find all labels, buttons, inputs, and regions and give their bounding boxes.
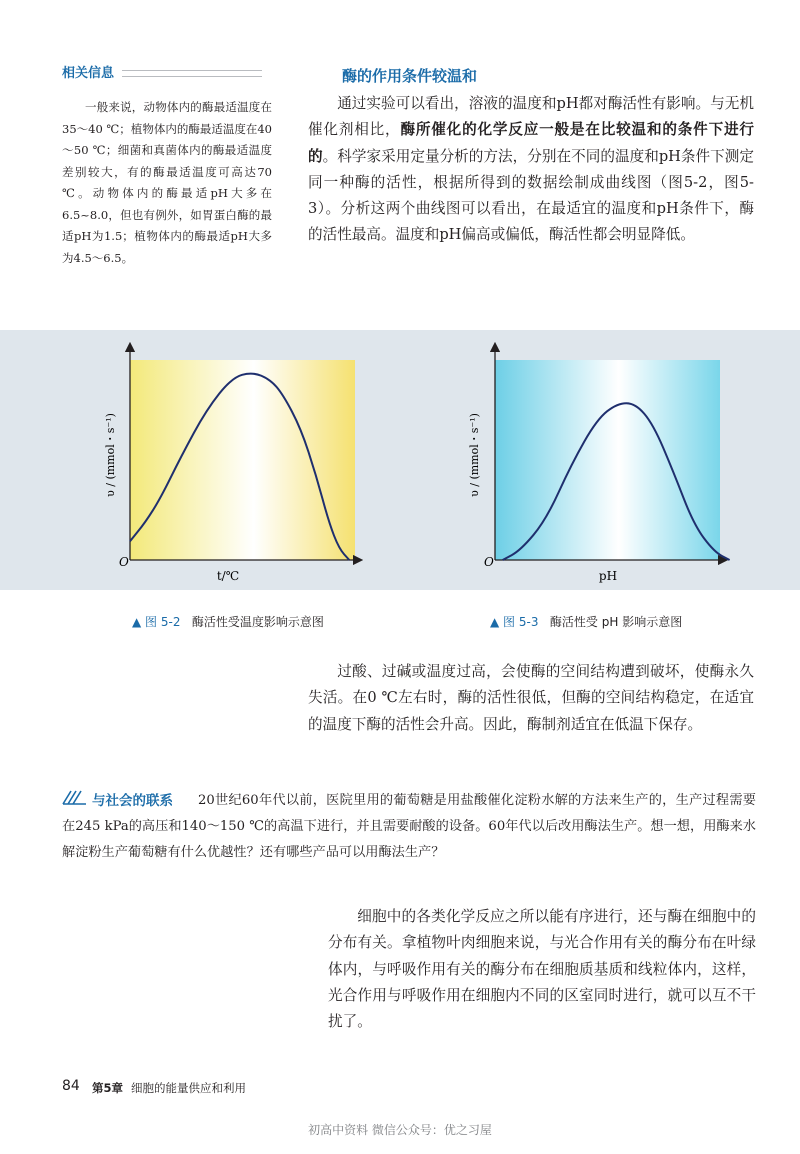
chapter-number: 第5章 <box>92 1081 124 1095</box>
chapter-label <box>92 1080 246 1096</box>
caption-number: ▲ 图 5-3 <box>490 615 539 629</box>
page-number: 84 <box>62 1078 80 1094</box>
side-note-rule <box>122 70 262 77</box>
y-axis-label: υ / (mmol・s⁻¹) <box>468 413 481 497</box>
society-link-label: 与社会的联系 <box>92 793 173 809</box>
body-paragraph-3: 细胞中的各类化学反应之所以能有序进行，还与酶在细胞中的分布有关。拿植物叶肉细胞来说，与光合作用有关的酶分布在叶绿体内，与呼吸作用有关的酶分布在细胞质基质和线粒体内，这样，光合作用与呼吸作用在细胞内不同的区室同时进行，就可以互不干扰了。 <box>328 908 756 1031</box>
origin-label: O <box>484 555 494 569</box>
caption-text: 酶活性受温度影响示意图 <box>191 615 324 629</box>
chart-temperature-bg <box>130 360 355 560</box>
caption-number: ▲ 图 5-2 <box>132 615 181 629</box>
side-note-text: 一般来说，动物体内的酶最适温度在35～40 ℃；植物体内的酶最适温度在40～50 ℃；细菌和真菌体内的酶最适温度差别较大，有的酶最适温度可高达70 ℃。动物体内的酶最适pH大多在6.5~8.0，但也有例外，如胃蛋白酶的最适pH为1.5；植物体内的酶最适pH大多为4.5～6.5。 <box>62 100 272 265</box>
x-axis-label: pH <box>598 569 618 583</box>
section-title: 酶的作用条件较温和 <box>342 67 478 85</box>
p1-bold: 酶所催化的化学反应一般是在比较温和的条件下进行的 <box>308 121 754 165</box>
x-axis-label: t/℃ <box>216 569 240 583</box>
chart-ph-bg <box>495 360 720 560</box>
watermark: 初高中资料 微信公众号：优之习屋 <box>308 1123 492 1137</box>
figure-caption-temperature <box>132 613 324 630</box>
origin-label: O <box>119 555 129 569</box>
chart-ph <box>470 335 770 590</box>
y-axis-label: υ / (mmol・s⁻¹) <box>104 413 117 497</box>
chart-temperature <box>100 335 400 590</box>
society-link-body: 20世纪60年代以前，医院里用的葡萄糖是用盐酸催化淀粉水解的方法来生产的，生产过程需要在245 kPa的高压和140～150 ℃的高温下进行，并且需要耐酸的设备。60年代以后改用酶法生产。想一想，用酶来水解淀粉生产葡萄糖有什么优越性？还有哪些产品可以用酶法生产？ <box>62 793 756 860</box>
caption-text: 酶活性受 pH 影响示意图 <box>549 615 683 629</box>
body-paragraph-1 <box>308 91 754 249</box>
p1-text-b: 。科学家采用定量分析的方法，分别在不同的温度和pH条件下测定同一种酶的活性，根据所得到的数据绘制成曲线图（图5-2，图5-3）。分析这两个曲线图可以看出，在最适宜的温度和pH条件下，酶的活性最高。温度和pH偏高或偏低，酶活性都会明显降低。 <box>308 147 754 244</box>
body-paragraph-2: 过酸、过碱或温度过高，会使酶的空间结构遭到破坏，使酶永久失活。在0 ℃左右时，酶的活性很低，但酶的空间结构稳定，在适宜的温度下酶的活性会升高。因此，酶制剂适宜在低温下保存。 <box>308 663 754 733</box>
p1-text-a: 通过实验可以看出，溶液的温度和pH都对酶活性有影响。与无机催化剂相比， <box>308 95 754 139</box>
chapter-title: 细胞的能量供应和利用 <box>131 1081 247 1095</box>
society-link-text <box>62 788 756 866</box>
side-note-title: 相关信息 <box>62 66 115 81</box>
figure-caption-ph <box>490 613 682 630</box>
